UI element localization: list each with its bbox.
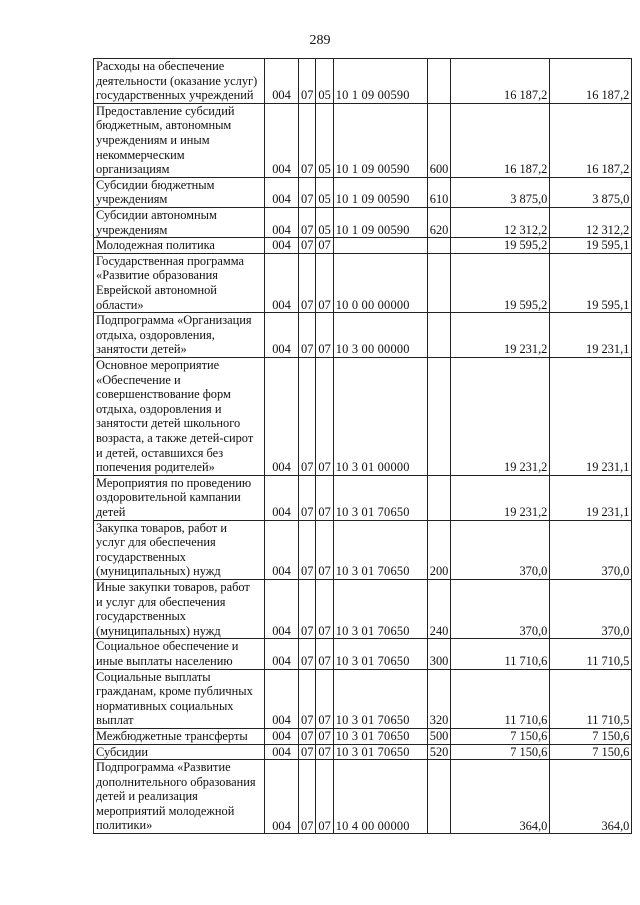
table-row: [94, 728, 632, 744]
page-number: 289: [309, 33, 331, 48]
cell-ministry: 004: [265, 103, 299, 177]
table-row: [94, 669, 632, 728]
cell-expense-type: [427, 357, 451, 475]
cell-subsection: 07: [316, 475, 333, 520]
row-name: Основное мероприятие «Обеспечение и совершенствование форм отдыха, оздоровления и занятости детей школьного возраста, а также детей-сирот и детей, оставшихся без попечения родителей»: [94, 357, 265, 475]
cell-sum-year2: 19 231,1: [550, 475, 632, 520]
cell-expense-type: 200: [427, 520, 451, 579]
cell-ministry: 004: [265, 520, 299, 579]
table-row: [94, 475, 632, 520]
cell-sum-year2: 11 710,5: [550, 639, 632, 669]
cell-expense-type: [427, 760, 451, 834]
cell-expense-type: [427, 313, 451, 358]
cell-subsection: 05: [316, 59, 333, 104]
table-row: [94, 177, 632, 207]
table-row: [94, 238, 632, 254]
cell-target-article: 10 3 00 00000: [333, 313, 427, 358]
cell-sum-year1: 16 187,2: [451, 103, 550, 177]
cell-sum-year2: 7 150,6: [550, 744, 632, 760]
cell-section: 07: [299, 669, 316, 728]
cell-ministry: 004: [265, 238, 299, 254]
cell-subsection: 07: [316, 520, 333, 579]
row-name: Предоставление субсидий бюджетным, автономным учреждениям и иным некоммерческим организациям: [94, 103, 265, 177]
cell-target-article: 10 1 09 00590: [333, 177, 427, 207]
cell-target-article: 10 3 01 70650: [333, 669, 427, 728]
cell-sum-year1: 3 875,0: [451, 177, 550, 207]
cell-subsection: 05: [316, 103, 333, 177]
cell-sum-year1: 19 231,2: [451, 313, 550, 358]
table-row: [94, 59, 632, 104]
row-name: Мероприятия по проведению оздоровительной кампании детей: [94, 475, 265, 520]
row-name: Закупка товаров, работ и услуг для обеспечения государственных (муниципальных) нужд: [94, 520, 265, 579]
cell-subsection: 07: [316, 579, 333, 638]
cell-subsection: 05: [316, 207, 333, 237]
cell-subsection: 07: [316, 357, 333, 475]
cell-expense-type: 620: [427, 207, 451, 237]
cell-sum-year2: 16 187,2: [550, 103, 632, 177]
cell-ministry: 004: [265, 253, 299, 312]
row-name: Социальное обеспечение и иные выплаты населению: [94, 639, 265, 669]
table-row: [94, 253, 632, 312]
cell-subsection: 07: [316, 639, 333, 669]
table-body: [94, 59, 632, 834]
cell-sum-year1: 11 710,6: [451, 669, 550, 728]
row-name: Молодежная политика: [94, 238, 265, 254]
cell-ministry: 004: [265, 59, 299, 104]
cell-subsection: 07: [316, 253, 333, 312]
cell-target-article: 10 3 01 70650: [333, 639, 427, 669]
cell-section: 07: [299, 520, 316, 579]
cell-subsection: 07: [316, 238, 333, 254]
cell-sum-year1: 370,0: [451, 520, 550, 579]
cell-sum-year1: 7 150,6: [451, 728, 550, 744]
cell-expense-type: 300: [427, 639, 451, 669]
cell-section: 07: [299, 579, 316, 638]
table-row: [94, 313, 632, 358]
cell-sum-year1: 19 231,2: [451, 475, 550, 520]
cell-sum-year1: 7 150,6: [451, 744, 550, 760]
cell-target-article: 10 3 01 70650: [333, 728, 427, 744]
cell-section: 07: [299, 177, 316, 207]
table-row: [94, 207, 632, 237]
cell-section: 07: [299, 313, 316, 358]
cell-sum-year2: 3 875,0: [550, 177, 632, 207]
cell-section: 07: [299, 253, 316, 312]
cell-section: 07: [299, 760, 316, 834]
cell-subsection: 07: [316, 669, 333, 728]
cell-sum-year2: 12 312,2: [550, 207, 632, 237]
cell-subsection: 07: [316, 760, 333, 834]
cell-sum-year1: 370,0: [451, 579, 550, 638]
cell-sum-year2: 16 187,2: [550, 59, 632, 104]
cell-ministry: 004: [265, 639, 299, 669]
cell-target-article: 10 3 01 70650: [333, 475, 427, 520]
cell-ministry: 004: [265, 760, 299, 834]
cell-sum-year2: 370,0: [550, 520, 632, 579]
cell-section: 07: [299, 744, 316, 760]
row-name: Государственная программа «Развитие образования Еврейской автономной области»: [94, 253, 265, 312]
cell-sum-year1: 364,0: [451, 760, 550, 834]
cell-section: 07: [299, 103, 316, 177]
cell-ministry: 004: [265, 357, 299, 475]
cell-sum-year1: 19 595,2: [451, 253, 550, 312]
cell-sum-year2: 19 595,1: [550, 238, 632, 254]
table-row: [94, 744, 632, 760]
row-name: Субсидии: [94, 744, 265, 760]
cell-target-article: 10 1 09 00590: [333, 59, 427, 104]
cell-sum-year1: 19 231,2: [451, 357, 550, 475]
cell-section: 07: [299, 728, 316, 744]
cell-target-article: 10 3 01 70650: [333, 520, 427, 579]
row-name: Подпрограмма «Организация отдыха, оздоровления, занятости детей»: [94, 313, 265, 358]
cell-target-article: 10 3 01 70650: [333, 744, 427, 760]
cell-expense-type: 320: [427, 669, 451, 728]
cell-ministry: 004: [265, 579, 299, 638]
cell-sum-year2: 11 710,5: [550, 669, 632, 728]
cell-section: 07: [299, 475, 316, 520]
cell-ministry: 004: [265, 475, 299, 520]
cell-target-article: 10 0 00 00000: [333, 253, 427, 312]
cell-target-article: 10 4 00 00000: [333, 760, 427, 834]
cell-expense-type: 600: [427, 103, 451, 177]
cell-expense-type: 520: [427, 744, 451, 760]
cell-section: 07: [299, 59, 316, 104]
cell-sum-year1: 11 710,6: [451, 639, 550, 669]
cell-expense-type: [427, 59, 451, 104]
cell-subsection: 07: [316, 744, 333, 760]
table-row: [94, 520, 632, 579]
cell-expense-type: 610: [427, 177, 451, 207]
cell-sum-year2: 364,0: [550, 760, 632, 834]
cell-expense-type: 500: [427, 728, 451, 744]
cell-section: 07: [299, 207, 316, 237]
cell-sum-year2: 19 595,1: [550, 253, 632, 312]
cell-target-article: 10 3 01 70650: [333, 579, 427, 638]
cell-section: 07: [299, 238, 316, 254]
cell-expense-type: [427, 238, 451, 254]
row-name: Иные закупки товаров, работ и услуг для обеспечения государственных (муниципальных) нужд: [94, 579, 265, 638]
cell-target-article: 10 3 01 00000: [333, 357, 427, 475]
cell-target-article: 10 1 09 00590: [333, 103, 427, 177]
row-name: Расходы на обеспечение деятельности (оказание услуг) государственных учреждений: [94, 59, 265, 104]
cell-expense-type: 240: [427, 579, 451, 638]
cell-expense-type: [427, 253, 451, 312]
cell-subsection: 07: [316, 313, 333, 358]
cell-ministry: 004: [265, 207, 299, 237]
cell-ministry: 004: [265, 177, 299, 207]
cell-sum-year2: 370,0: [550, 579, 632, 638]
cell-sum-year1: 16 187,2: [451, 59, 550, 104]
cell-expense-type: [427, 475, 451, 520]
row-name: Субсидии бюджетным учреждениям: [94, 177, 265, 207]
row-name: Подпрограмма «Развитие дополнительного образования детей и реализация мероприятий молодежной политики»: [94, 760, 265, 834]
table-row: [94, 103, 632, 177]
cell-ministry: 004: [265, 744, 299, 760]
cell-sum-year2: 7 150,6: [550, 728, 632, 744]
cell-subsection: 05: [316, 177, 333, 207]
cell-sum-year1: 19 595,2: [451, 238, 550, 254]
cell-section: 07: [299, 357, 316, 475]
cell-sum-year1: 12 312,2: [451, 207, 550, 237]
table-row: [94, 760, 632, 834]
table-row: [94, 639, 632, 669]
table-row: [94, 579, 632, 638]
row-name: Субсидии автономным учреждениям: [94, 207, 265, 237]
cell-sum-year2: 19 231,1: [550, 313, 632, 358]
cell-target-article: [333, 238, 427, 254]
cell-target-article: 10 1 09 00590: [333, 207, 427, 237]
table-row: [94, 357, 632, 475]
cell-ministry: 004: [265, 313, 299, 358]
cell-ministry: 004: [265, 728, 299, 744]
cell-section: 07: [299, 639, 316, 669]
row-name: Межбюджетные трансферты: [94, 728, 265, 744]
row-name: Социальные выплаты гражданам, кроме публичных нормативных социальных выплат: [94, 669, 265, 728]
budget-table: [93, 58, 632, 834]
cell-sum-year2: 19 231,1: [550, 357, 632, 475]
cell-subsection: 07: [316, 728, 333, 744]
cell-ministry: 004: [265, 669, 299, 728]
